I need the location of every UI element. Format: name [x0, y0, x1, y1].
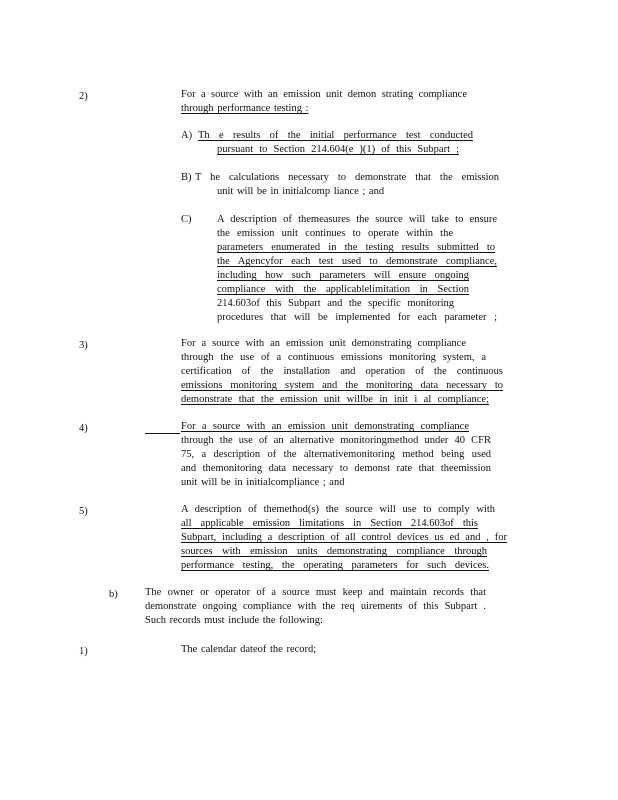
text-line: demonstrate ongoing compliance with the req uirements of this Subpart .	[145, 601, 486, 612]
text-line: The owner or operator of a source must keep and maintain records that	[145, 587, 486, 598]
text-line: unit will be in initialcomp liance ; and	[217, 186, 385, 197]
text-line: 75, a description of the alternativemonitoring method being used	[181, 449, 491, 460]
subitem-a-text	[198, 129, 473, 157]
text-line: For a source with an emission unit demon strating compliance	[181, 89, 467, 100]
text-line: A description of themeasures the source will take to ensure	[217, 214, 497, 225]
sub-letter-b: B)	[181, 172, 192, 183]
subitem-c-text	[217, 213, 497, 325]
text-line: For a source with an emission unit demonstrating compliance	[181, 338, 466, 349]
text-line-underlined: compliance with the applicablelimitation in Section	[217, 284, 469, 295]
text-line-underlined: all applicable emission limitations in Section 214.603of this	[181, 518, 478, 529]
text-line: the emission unit continues to operate within the	[217, 228, 453, 239]
text-line: certification of the installation and operation of the continuous	[181, 366, 503, 377]
item-number-2: 2)	[79, 91, 88, 102]
text-line-underlined: parameters enumerated in the testing results submitted to	[217, 242, 495, 253]
item-4-text	[181, 420, 491, 490]
item-number-5: 5)	[79, 506, 88, 517]
text-line-underlined: the Agencyfor each test used to demonstrate compliance,	[217, 256, 497, 267]
item-5-text	[181, 503, 507, 573]
underline-rule	[145, 433, 180, 434]
item-2-text	[181, 88, 467, 116]
item-1-text: The calendar dateof the record;	[181, 644, 317, 655]
text-line: 214.603of this Subpart and the specific monitoring	[217, 298, 454, 309]
text-line-underlined: pursuant to Section 214.604(e )(1) of this Subpart ;	[217, 144, 459, 155]
subitem-b-text	[195, 171, 499, 199]
sub-letter-c: C)	[181, 214, 192, 225]
text-line: T he calculations necessary to demonstrate that the emission	[195, 172, 499, 183]
text-line-underlined: performance testing, the operating parameters for such devices.	[181, 560, 489, 571]
text-line-underlined: Subpart, including a description of all control devices us ed and , for	[181, 532, 507, 543]
text-line-underlined: For a source with an emission unit demonstrating compliance	[181, 421, 469, 432]
text-line-underlined: including how such parameters will ensure ongoing	[217, 270, 469, 281]
text-line-underlined: emissions monitoring system and the monitoring data necessary to	[181, 380, 503, 391]
text-line: through the use of a continuous emissions monitoring system, a	[181, 352, 486, 363]
text-line-underlined: demonstrate that the emission unit willbe in init i al compliance;	[181, 394, 489, 405]
text-line-underlined: through performance testing :	[181, 103, 309, 114]
text-line: and themonitoring data necessary to demonst rate that theemission	[181, 463, 491, 474]
text-line: A description of themethod(s) the source will use to comply with	[181, 504, 495, 515]
section-letter-b: b)	[109, 589, 118, 600]
text-line: through the use of an alternative monitoringmethod under 40 CFR	[181, 435, 491, 446]
text-line: unit will be in initialcompliance ; and	[181, 477, 345, 488]
text-line: procedures that will be implemented for each parameter ;	[217, 312, 497, 323]
section-b-text	[145, 586, 486, 628]
item-number-3: 3)	[79, 340, 88, 351]
sub-letter-a: A)	[181, 130, 193, 141]
text-line-underlined: sources with emission units demonstrating compliance through	[181, 546, 487, 557]
item-3-text	[181, 337, 503, 407]
item-number-1: 1)	[79, 646, 88, 657]
text-line-underlined: Th e results of the initial performance test conducted	[198, 130, 473, 141]
item-number-4: 4)	[79, 423, 88, 434]
text-line: Such records must include the following:	[145, 615, 323, 626]
